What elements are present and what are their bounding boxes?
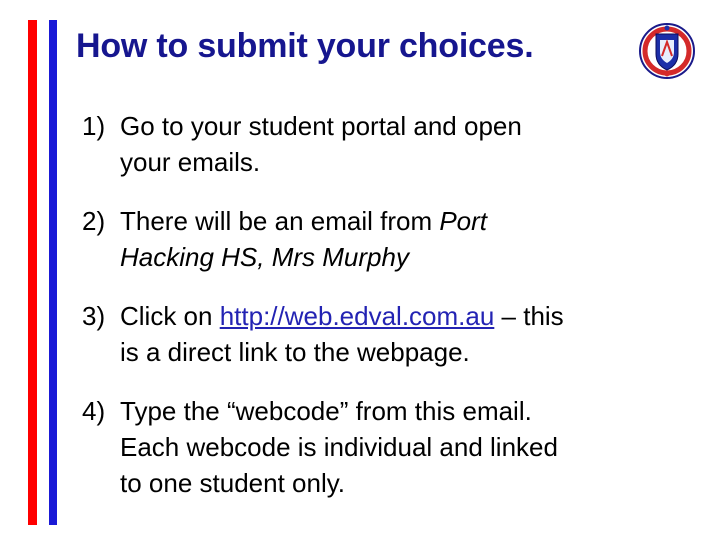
steps-list [82,108,702,524]
step-text-italic: Port [439,206,488,236]
step-number: 3) [82,301,106,331]
step-text: – this [494,301,564,331]
edval-link[interactable]: http://web.edval.com.au [219,301,495,331]
step-text: Each webcode is individual and linked [120,432,558,462]
step-number: 2) [82,206,106,236]
step-text: your emails. [120,147,261,177]
left-red-accent-bar [28,20,37,525]
step-text: is a direct link to the webpage. [120,337,470,367]
list-item [82,393,702,501]
school-crest-icon [638,20,696,82]
step-number: 1) [82,111,106,141]
step-text: Click on [120,301,220,331]
list-item [82,298,702,370]
step-text: There will be an email from [120,206,440,236]
left-blue-accent-bar [49,20,57,525]
list-item [82,203,702,275]
step-number: 4) [82,396,106,426]
step-text: to one student only. [120,468,346,498]
step-text-italic: Hacking HS, Mrs Murphy [120,242,409,272]
slide-title: How to submit your choices. [76,27,534,65]
step-text: Type the “webcode” from this email. [120,396,532,426]
list-item [82,108,702,180]
step-text: Go to your student portal and open [120,111,522,141]
